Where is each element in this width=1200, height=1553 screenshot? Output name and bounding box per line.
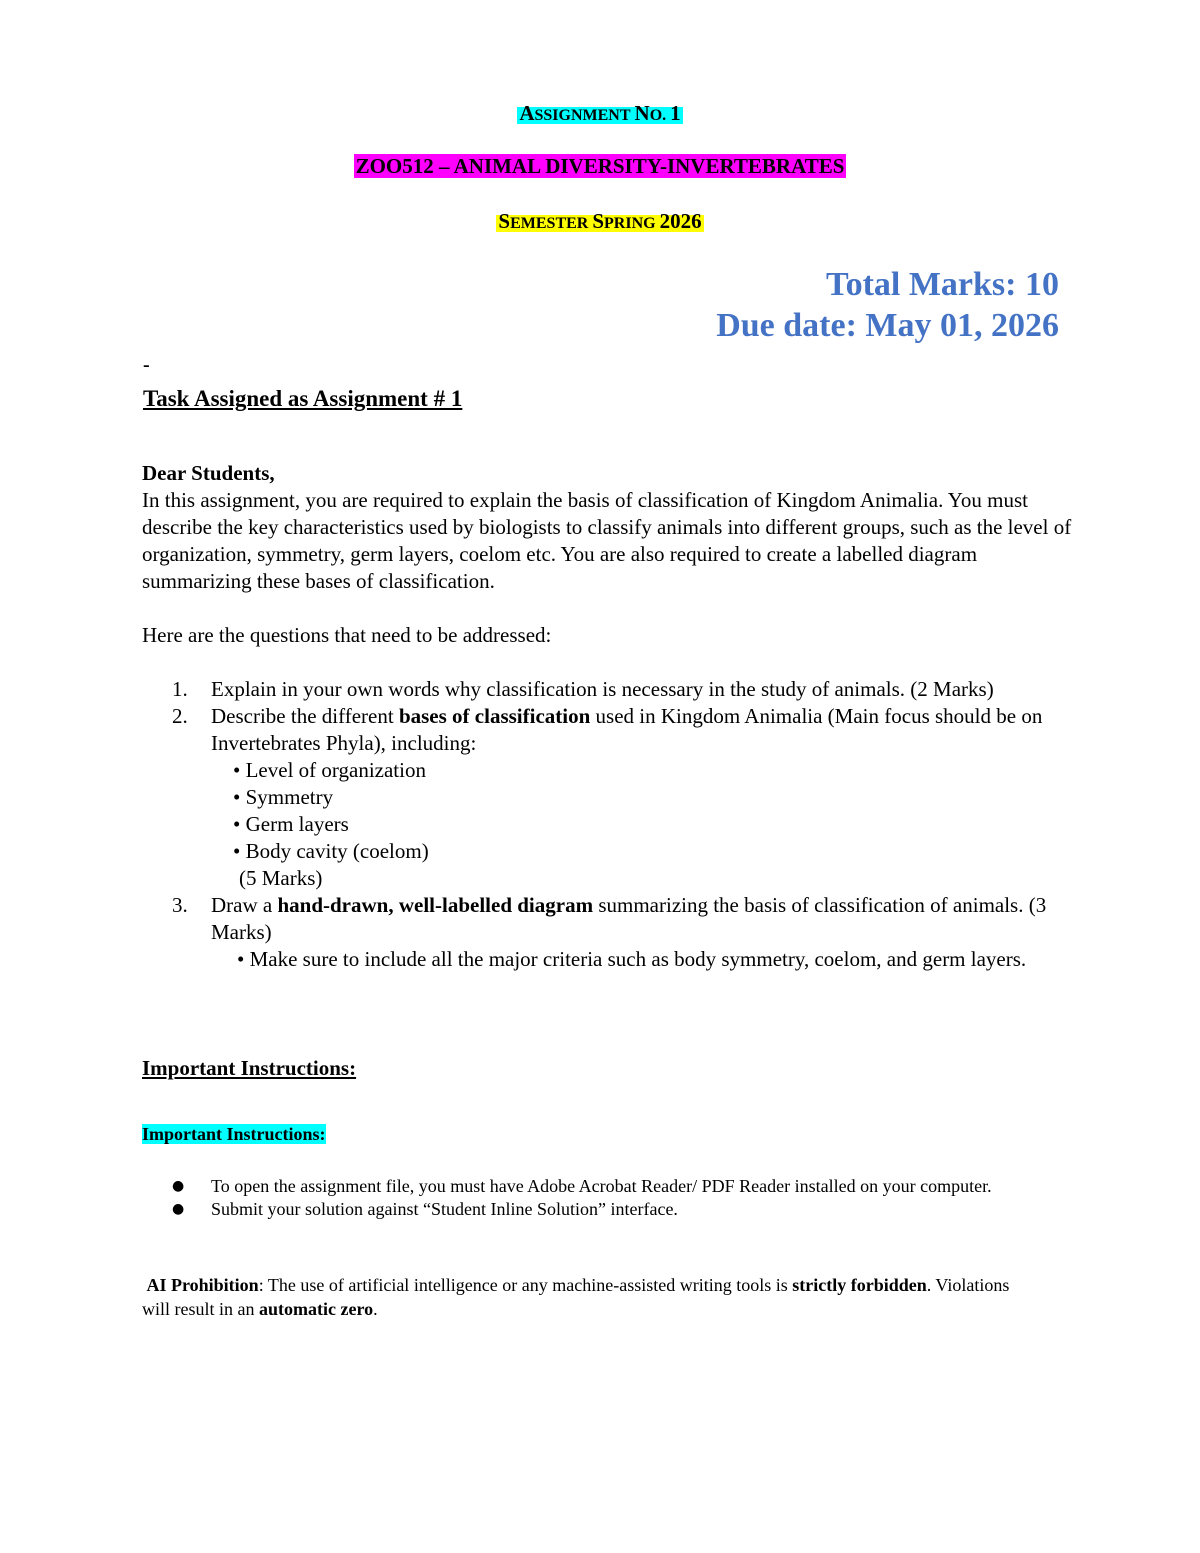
instructions-list (172, 1175, 1052, 1221)
question-text: Explain in your own words why classification is necessary in the study of animals. (2 Marks) (211, 677, 994, 701)
sub-item: • Body cavity (coelom) (233, 839, 429, 863)
questions-intro: Here are the questions that need to be addressed: (142, 623, 552, 647)
question-bold-text: bases of classification (398, 704, 591, 728)
sub-item: • Level of organization (233, 758, 426, 782)
semester-title-highlight: SEMESTER SPRING 2026 (498, 209, 702, 233)
assignment-title (0, 101, 1200, 126)
due-date: Due date: May 01, 2026 (716, 307, 1059, 344)
total-marks: Total Marks: 10 (826, 266, 1059, 303)
semester-title (0, 209, 1200, 234)
important-instructions-heading: Important Instructions: (142, 1056, 357, 1080)
question-3: 3. Draw a hand-drawn, well-labelled diagram summarizing the basis of classification of animals. (3 Marks) • Make sure to include all the major criteria such as body symmetry, coelom, and germ layers. (172, 892, 1072, 973)
question-marks: (5 Marks) (239, 866, 323, 890)
ai-prohibition-label: AI Prohibition (146, 1275, 259, 1295)
ai-prohibition-notice: AI Prohibition: The use of artificial intelligence or any machine-assisted writing tools is strictly forbidden. Violations will result in an automatic zero. (142, 1275, 1010, 1319)
question-1 (172, 676, 1072, 703)
sub-item: • Make sure to include all the major criteria such as body symmetry, coelom, and germ layers. (237, 947, 1027, 971)
question-number: 1. (172, 677, 188, 701)
sub-item: • Germ layers (233, 812, 349, 836)
important-instructions-highlight-heading: Important Instructions: (142, 1124, 326, 1144)
bullet-icon: ● (172, 1178, 185, 1194)
question-number: 3. (172, 893, 188, 917)
course-title-highlight: ZOO512 – ANIMAL DIVERSITY-INVERTEBRATES (355, 154, 845, 178)
instruction-item: ● To open the assignment file, you must have Adobe Acrobat Reader/ PDF Reader installed on your computer. (172, 1176, 992, 1196)
assignment-title-highlight: ASSIGNMENT NO. 1 (519, 101, 681, 125)
question-2: 2. Describe the different bases of classification used in Kingdom Animalia (Main focus should be on Invertebrates Phyla), including: • Level of organization • Symmetry • Germ layers • Body cavity (coelom) (5 Marks) (172, 703, 1072, 892)
question-number: 2. (172, 704, 188, 728)
salutation: Dear Students, (142, 461, 275, 485)
intro-paragraph: In this assignment, you are required to explain the basis of classification of Kingdom Animalia. You must describe the key characteristics used by biologists to classify animals into different groups, such as the level of organization, symmetry, germ layers, coelom etc. You are also required to create a labelled diagram summarizing these bases of classification. (142, 488, 1072, 593)
instruction-item: ● Submit your solution against “Student Inline Solution” interface. (172, 1199, 678, 1219)
bullet-icon: ● (172, 1201, 185, 1217)
separator-dash: - (143, 354, 150, 376)
course-title (0, 154, 1200, 179)
task-heading: Task Assigned as Assignment # 1 (143, 386, 463, 411)
questions-list (172, 676, 1072, 973)
sub-item: • Symmetry (233, 785, 334, 809)
question-bold-text: hand-drawn, well-labelled diagram (277, 893, 594, 917)
